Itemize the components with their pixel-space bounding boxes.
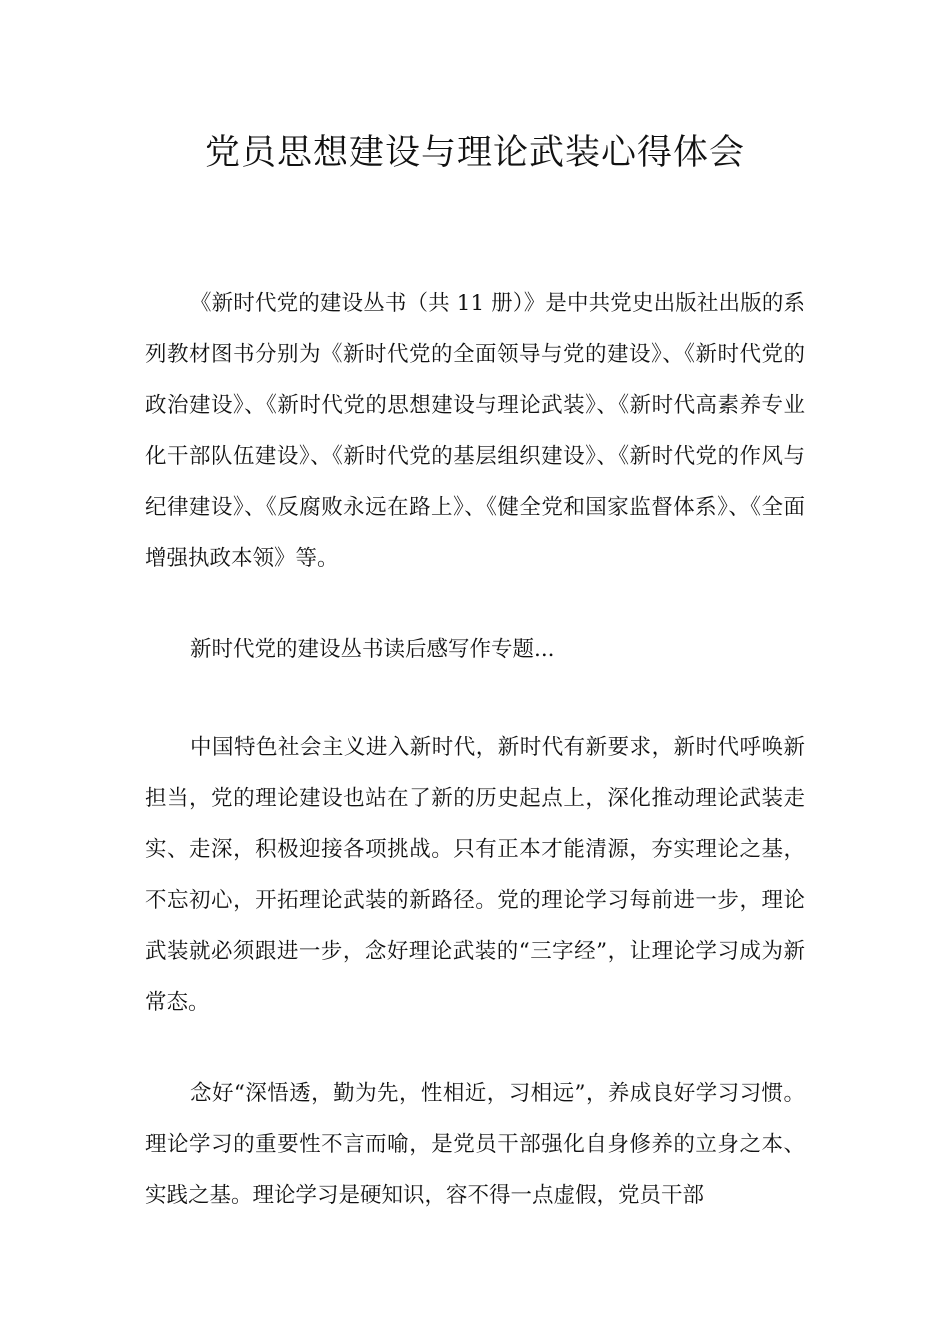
paragraph-study-habits: 念好“深悟透，勤为先，性相近，习相远”，养成良好学习习惯。理论学习的重要性不言而喻，是党员干部强化自身修养的立身之本、实践之基。理论学习是硬知识，容不得一点虚假，党员干部 bbox=[145, 1081, 805, 1208]
paragraph-topic: 新时代党的建设丛书读后感写作专题... bbox=[190, 637, 555, 662]
document-title: 党员思想建设与理论武装心得体会 bbox=[204, 133, 745, 173]
paragraph-new-era: 中国特色社会主义进入新时代，新时代有新要求，新时代呼唤新担当，党的理论建设也站在了新的历史起点上，深化推动理论武装走实、走深，积极迎接各项挑战。只有正本才能清源，夯实理论之基，不忘初心，开拓理论武装的新路径。党的理论学习每前进一步，理论武装就必须跟进一步，念好理论武装的“三字经”，让理论学习成为新常态。 bbox=[145, 735, 805, 1015]
paragraph-book-series: 《新时代党的建设丛书（共 11 册）》是中共党史出版社出版的系列教材图书分别为《新时代党的全面领导与党的建设》、《新时代党的政治建设》、《新时代党的思想建设与理论武装》、《新时代高素养专业化干部队伍建设》、《新时代党的基层组织建设》、《新时代党的作风与纪律建设》、《反腐败永远在路上》、《健全党和国家监督体系》、《全面增强执政本领》等。 bbox=[145, 291, 805, 571]
